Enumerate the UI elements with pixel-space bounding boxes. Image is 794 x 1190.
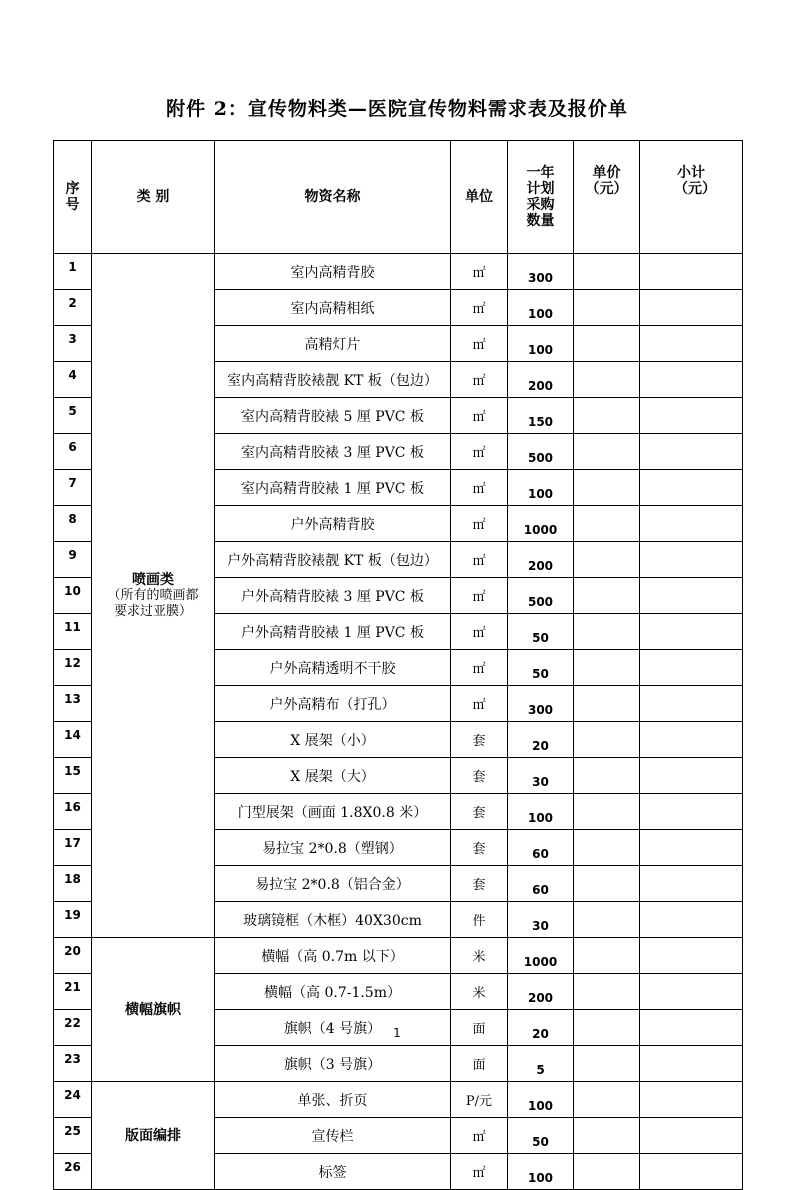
- item-subtotal: [640, 290, 743, 326]
- item-unit: 件: [451, 902, 508, 938]
- item-price: [574, 1082, 640, 1118]
- item-qty: 30: [508, 902, 574, 938]
- document-title: 附件 2：宣传物料类—医院宣传物料需求表及报价单: [166, 98, 628, 120]
- row-seq: 26: [54, 1154, 92, 1190]
- table-row: [54, 254, 743, 290]
- item-qty: 200: [508, 974, 574, 1010]
- item-subtotal: [640, 254, 743, 290]
- item-subtotal: [640, 938, 743, 974]
- row-seq: 12: [54, 650, 92, 686]
- item-name: 室内高精背胶裱 1 厘 PVC 板: [215, 470, 451, 506]
- item-unit: 套: [451, 830, 508, 866]
- item-name: 旗帜（4 号旗）: [215, 1010, 451, 1046]
- item-unit: ㎡: [451, 506, 508, 542]
- item-qty: 300: [508, 254, 574, 290]
- item-name: 室内高精背胶: [215, 254, 451, 290]
- item-subtotal: [640, 614, 743, 650]
- item-unit: ㎡: [451, 362, 508, 398]
- item-price: [574, 722, 640, 758]
- item-price: [574, 506, 640, 542]
- item-qty: 50: [508, 1118, 574, 1154]
- row-seq: 14: [54, 722, 92, 758]
- row-seq: 25: [54, 1118, 92, 1154]
- item-price: [574, 434, 640, 470]
- item-qty: 20: [508, 722, 574, 758]
- category-cell: [92, 938, 215, 1082]
- item-subtotal: [640, 398, 743, 434]
- item-unit: ㎡: [451, 254, 508, 290]
- row-seq: 20: [54, 938, 92, 974]
- item-unit: 面: [451, 1010, 508, 1046]
- item-qty: 200: [508, 362, 574, 398]
- item-qty: 500: [508, 578, 574, 614]
- item-price: [574, 470, 640, 506]
- row-seq: 9: [54, 542, 92, 578]
- item-name: 标签: [215, 1154, 451, 1190]
- item-price: [574, 290, 640, 326]
- item-price: [574, 1154, 640, 1190]
- header-category: 类 别: [92, 141, 215, 254]
- row-seq: 17: [54, 830, 92, 866]
- row-seq: 4: [54, 362, 92, 398]
- item-qty: 1000: [508, 506, 574, 542]
- item-unit: 米: [451, 938, 508, 974]
- item-unit: ㎡: [451, 326, 508, 362]
- header-row: [54, 141, 743, 254]
- item-qty: 50: [508, 650, 574, 686]
- item-unit: 套: [451, 722, 508, 758]
- item-name: X 展架（大）: [215, 758, 451, 794]
- row-seq: 5: [54, 398, 92, 434]
- item-subtotal: [640, 542, 743, 578]
- item-qty: 100: [508, 794, 574, 830]
- item-unit: ㎡: [451, 1118, 508, 1154]
- row-seq: 23: [54, 1046, 92, 1082]
- item-name: 旗帜（3 号旗）: [215, 1046, 451, 1082]
- item-subtotal: [640, 506, 743, 542]
- category-cell: [92, 1082, 215, 1190]
- item-subtotal: [640, 866, 743, 902]
- row-seq: 18: [54, 866, 92, 902]
- item-price: [574, 830, 640, 866]
- item-name: 户外高精背胶: [215, 506, 451, 542]
- item-price: [574, 254, 640, 290]
- item-unit: 套: [451, 866, 508, 902]
- row-seq: 10: [54, 578, 92, 614]
- item-price: [574, 794, 640, 830]
- item-unit: ㎡: [451, 686, 508, 722]
- table-body: [54, 254, 743, 1190]
- item-unit: 米: [451, 974, 508, 1010]
- item-unit: 面: [451, 1046, 508, 1082]
- header-price: 单价（元）: [574, 141, 640, 254]
- item-unit: ㎡: [451, 650, 508, 686]
- header-unit: 单位: [451, 141, 508, 254]
- row-seq: 24: [54, 1082, 92, 1118]
- item-subtotal: [640, 974, 743, 1010]
- row-seq: 8: [54, 506, 92, 542]
- item-price: [574, 902, 640, 938]
- item-name: 易拉宝 2*0.8（塑钢）: [215, 830, 451, 866]
- item-name: 易拉宝 2*0.8（铝合金）: [215, 866, 451, 902]
- item-price: [574, 362, 640, 398]
- row-seq: 1: [54, 254, 92, 290]
- item-price: [574, 614, 640, 650]
- item-subtotal: [640, 1154, 743, 1190]
- item-qty: 50: [508, 614, 574, 650]
- item-name: 宣传栏: [215, 1118, 451, 1154]
- row-seq: 6: [54, 434, 92, 470]
- item-subtotal: [640, 722, 743, 758]
- row-seq: 3: [54, 326, 92, 362]
- item-qty: 200: [508, 542, 574, 578]
- item-name: 户外高精背胶裱 1 厘 PVC 板: [215, 614, 451, 650]
- item-qty: 100: [508, 1082, 574, 1118]
- item-qty: 150: [508, 398, 574, 434]
- item-subtotal: [640, 650, 743, 686]
- item-subtotal: [640, 902, 743, 938]
- item-subtotal: [640, 578, 743, 614]
- item-qty: 100: [508, 326, 574, 362]
- item-price: [574, 578, 640, 614]
- item-qty: 60: [508, 830, 574, 866]
- item-qty: 20: [508, 1010, 574, 1046]
- item-price: [574, 686, 640, 722]
- item-qty: 5: [508, 1046, 574, 1082]
- category-note: （所有的喷画都要求过亚膜）: [107, 587, 199, 619]
- table-row: [54, 1082, 743, 1118]
- item-price: [574, 938, 640, 974]
- item-unit: ㎡: [451, 434, 508, 470]
- item-name: 户外高精背胶裱靓 KT 板（包边）: [215, 542, 451, 578]
- category-name: 横幅旗帜: [125, 1001, 181, 1018]
- row-seq: 15: [54, 758, 92, 794]
- category-name: 喷画类: [132, 571, 174, 588]
- item-unit: 套: [451, 758, 508, 794]
- category-cell: [92, 254, 215, 938]
- item-name: 横幅（高 0.7m 以下）: [215, 938, 451, 974]
- item-subtotal: [640, 686, 743, 722]
- item-unit: 套: [451, 794, 508, 830]
- item-unit: ㎡: [451, 398, 508, 434]
- item-subtotal: [640, 830, 743, 866]
- item-unit: ㎡: [451, 290, 508, 326]
- item-name: 室内高精背胶裱 3 厘 PVC 板: [215, 434, 451, 470]
- item-subtotal: [640, 470, 743, 506]
- item-qty: 100: [508, 290, 574, 326]
- item-qty: 300: [508, 686, 574, 722]
- row-seq: 11: [54, 614, 92, 650]
- item-qty: 100: [508, 470, 574, 506]
- item-price: [574, 542, 640, 578]
- item-subtotal: [640, 758, 743, 794]
- item-price: [574, 758, 640, 794]
- category-name: 版面编排: [125, 1127, 181, 1144]
- item-name: 室内高精背胶裱 5 厘 PVC 板: [215, 398, 451, 434]
- item-name: 室内高精背胶裱靓 KT 板（包边）: [215, 362, 451, 398]
- item-name: 门型展架（画面 1.8X0.8 米）: [215, 794, 451, 830]
- row-seq: 7: [54, 470, 92, 506]
- item-qty: 30: [508, 758, 574, 794]
- item-name: 玻璃镜框（木框）40X30cm: [215, 902, 451, 938]
- item-name: 户外高精布（打孔）: [215, 686, 451, 722]
- item-qty: 100: [508, 1154, 574, 1190]
- item-subtotal: [640, 326, 743, 362]
- row-seq: 22: [54, 1010, 92, 1046]
- item-subtotal: [640, 1082, 743, 1118]
- row-seq: 21: [54, 974, 92, 1010]
- row-seq: 2: [54, 290, 92, 326]
- item-name: X 展架（小）: [215, 722, 451, 758]
- item-price: [574, 1046, 640, 1082]
- header-subtotal: 小计（元）: [640, 141, 743, 254]
- item-price: [574, 974, 640, 1010]
- row-seq: 19: [54, 902, 92, 938]
- item-name: 高精灯片: [215, 326, 451, 362]
- item-unit: ㎡: [451, 578, 508, 614]
- item-unit: ㎡: [451, 1154, 508, 1190]
- item-price: [574, 650, 640, 686]
- item-qty: 60: [508, 866, 574, 902]
- item-qty: 1000: [508, 938, 574, 974]
- item-price: [574, 866, 640, 902]
- item-unit: ㎡: [451, 470, 508, 506]
- item-name: 单张、折页: [215, 1082, 451, 1118]
- row-seq: 13: [54, 686, 92, 722]
- header-qty: 一年计划采购数量: [508, 141, 574, 254]
- header-seq: 序号: [54, 141, 92, 254]
- item-unit: ㎡: [451, 542, 508, 578]
- item-name: 横幅（高 0.7-1.5m）: [215, 974, 451, 1010]
- item-name: 户外高精背胶裱 3 厘 PVC 板: [215, 578, 451, 614]
- item-subtotal: [640, 362, 743, 398]
- item-unit: P/元: [451, 1082, 508, 1118]
- item-subtotal: [640, 794, 743, 830]
- item-price: [574, 326, 640, 362]
- row-seq: 16: [54, 794, 92, 830]
- item-qty: 500: [508, 434, 574, 470]
- item-name: 室内高精相纸: [215, 290, 451, 326]
- header-name: 物资名称: [215, 141, 451, 254]
- table-row: [54, 938, 743, 974]
- page-number: 1: [393, 1026, 401, 1040]
- item-subtotal: [640, 1046, 743, 1082]
- item-subtotal: [640, 434, 743, 470]
- item-name: 户外高精透明不干胶: [215, 650, 451, 686]
- item-unit: ㎡: [451, 614, 508, 650]
- item-price: [574, 398, 640, 434]
